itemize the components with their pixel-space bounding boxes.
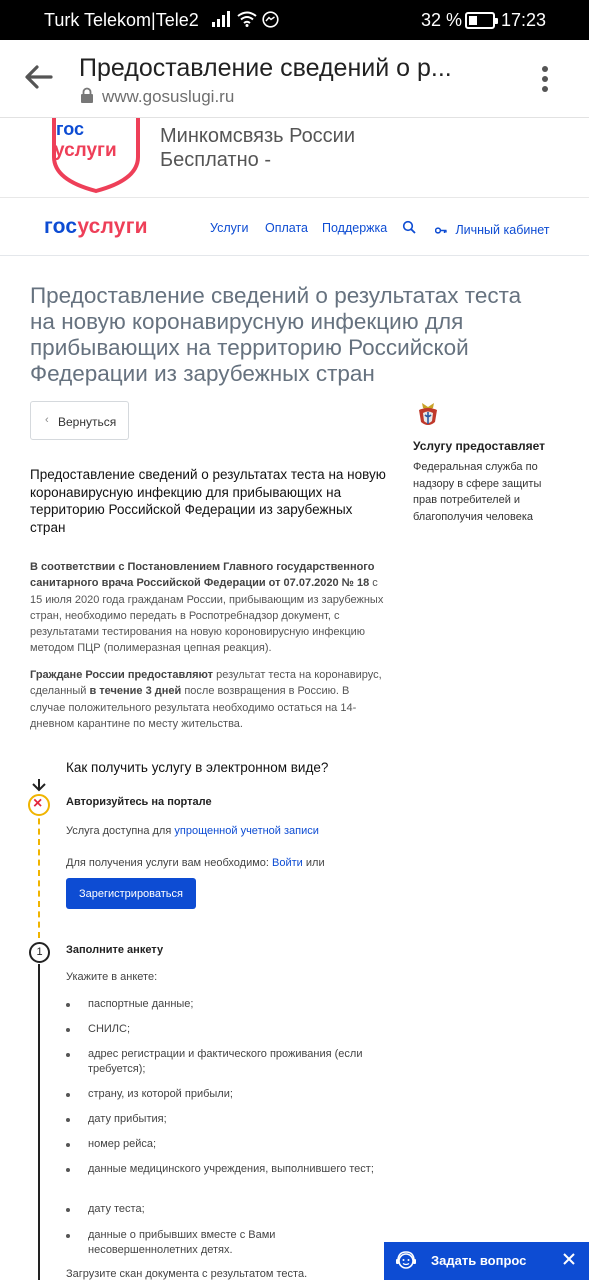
back-button-label: Вернуться [58,415,117,429]
app-publisher: Минкомсвязь России [160,125,356,147]
status-time: 17:23 [501,10,547,30]
site-logo-part-2: услуги [77,215,148,238]
step-number-badge: 1 [29,942,50,963]
gosuslugi-app-logo [50,118,142,198]
step-blocked-icon: × [28,794,50,816]
provider-heading: Услугу предоставляет [413,439,546,453]
nav-support[interactable]: Поддержка [322,221,388,235]
close-icon[interactable] [561,1251,577,1272]
list-item-text: данные о прибывших вместе с Вами несовершеннолетних детях. [88,1229,276,1256]
account-link[interactable] [435,222,550,240]
support-agent-icon [394,1249,418,1278]
step1-login-after: или [302,857,325,869]
step1-login-info [66,857,325,869]
step2-intro: Укажите в анкете: [66,971,158,983]
site-header [0,198,589,256]
list-item-text: СНИЛС; [88,1023,131,1035]
app-banner[interactable] [0,118,589,198]
browser-url[interactable]: www.gosuslugi.ru [102,87,235,106]
simplified-account-link[interactable]: упрощенной учетной записи [174,825,319,837]
citizens-deadline: в течение 3 дней [89,685,182,698]
decree-text: с 15 июля 2020 года гражданам России, прибывающим из зарубежных стран, необходимо передать в Роспотребнадзор документ, с результатами тестирования на новую короновирусную инфекцию методом ПЦР (полимеразная цепная реакция). [30,577,384,655]
browser-toolbar [0,40,589,118]
chevron-left-icon: ‹ [45,414,49,426]
site-logo[interactable] [44,215,148,239]
step2-upload-text: Загрузите скан документа с результатом теста. [66,1268,308,1280]
signal-icon [212,11,232,32]
citizens-paragraph [30,667,385,732]
provider-name: Федеральная служба по надзору в сфере защиты прав потребителей и благополучия человека [413,461,542,523]
messenger-icon [262,11,279,33]
register-button[interactable]: Зарегистрироваться [66,878,196,909]
step2-title: Заполните анкету [66,944,164,956]
list-item-text: дату теста; [88,1203,145,1215]
decree-bold: В соответствии с Постановлением Главного государственного санитарного врача Российской Федерации от 07.07.2020 № 18 [30,561,375,590]
step-connector [38,964,40,1280]
battery-percent: 32 % [421,10,463,30]
status-bar [0,0,589,40]
citizens-text-1: результат теста на коронавирус, сделанный [30,669,382,698]
wifi-icon [237,11,257,32]
key-icon [435,226,447,235]
search-icon[interactable] [402,220,416,239]
app-price: Бесплатно - [160,149,271,171]
step1-account-info [66,825,319,837]
list-item-text: паспортные данные; [88,998,194,1010]
ask-question-button[interactable] [384,1242,589,1280]
rospotrebnadzor-emblem-icon [413,400,443,435]
nav-payment[interactable]: Оплата [265,221,308,235]
step-connector-dashed [38,808,40,938]
account-link-label: Личный кабинет [455,223,550,237]
page-title: Предоставление сведений о результатах теста на новую коронавирусную инфекцию для прибывающих на территорию Российской Федерации из зарубежных стран [30,283,522,386]
list-item-text: адрес регистрации и фактического проживания (если требуется); [88,1048,363,1075]
login-link[interactable]: Войти [272,857,303,869]
back-button[interactable] [30,401,129,440]
service-title: Предоставление сведений о результатах теста на новую коронавирусную инфекцию для прибывающих на территорию Российской Федерации из зарубежных стран [30,467,386,535]
steps-heading: Как получить услугу в электронном виде? [66,760,329,775]
lock-icon [80,87,94,109]
ask-question-label: Задать вопрос [431,1253,527,1268]
more-menu-icon[interactable] [540,66,550,99]
decree-paragraph [30,559,385,657]
list-item-text: дату прибытия; [88,1113,167,1125]
list-item-text: страну, из которой прибыли; [88,1088,233,1100]
back-arrow-icon[interactable] [24,64,54,95]
list-item-text: данные медицинского учреждения, выполнившего тест; [88,1163,374,1175]
step1-account-text: Услуга доступна для [66,825,175,837]
browser-page-title[interactable]: Предоставление сведений о р... [79,54,452,82]
list-item-text: номер рейса; [88,1138,157,1150]
carrier-name: Turk Telekom|Tele2 [44,10,199,30]
citizens-bold: Граждане России предоставляют [30,669,214,681]
citizens-text-2: после возвращения в Россию. В случае положительного результата необходимо остаться на 14-дневном карантине по месту жительства. [30,685,357,730]
app-logo-bottom-text: услуги [54,140,117,161]
battery-icon [465,12,495,29]
nav-services[interactable]: Услуги [210,221,249,235]
step1-title: Авторизуйтесь на портале [66,796,212,808]
app-logo-top-text: гос [56,119,85,139]
site-logo-part-1: гос [44,215,78,238]
step1-login-text: Для получения услуги вам необходимо: [66,857,273,869]
